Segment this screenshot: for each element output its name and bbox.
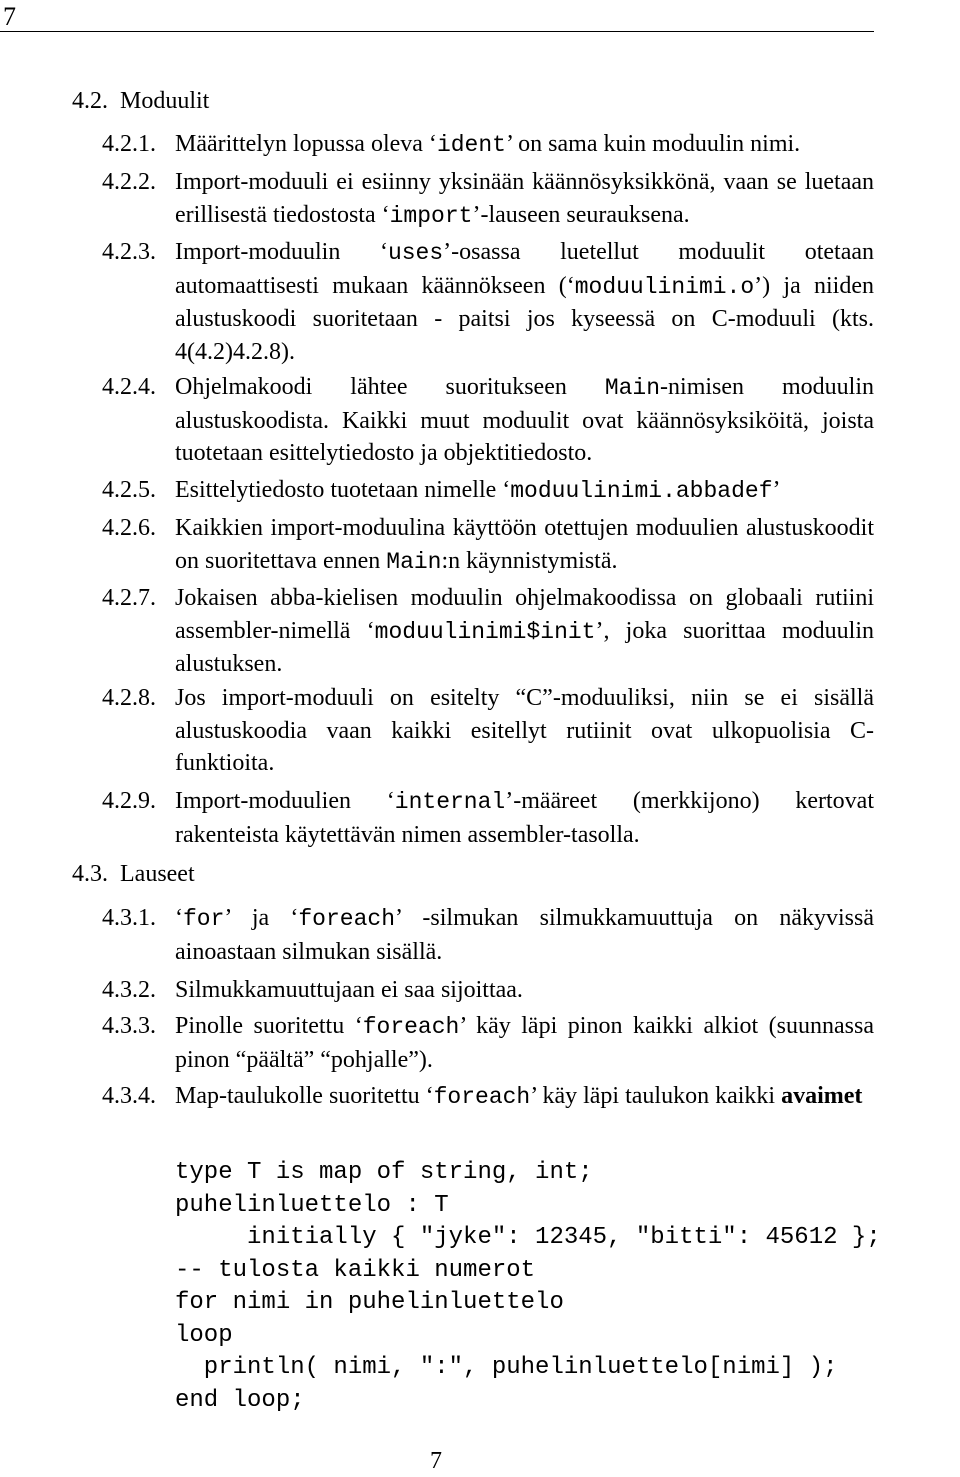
- item-text: ’-määreet (merkkijono) kertovat rakenteista käytettävän nimen assembler-tasolla.: [175, 788, 875, 848]
- list-item: [102, 512, 874, 578]
- item-bold-text: avaimet: [781, 1083, 863, 1109]
- code-line: puhelinluettelo : T: [175, 1191, 449, 1219]
- item-number: 4.2.5.: [102, 477, 156, 503]
- item-text: Import-moduulien ‘: [175, 788, 395, 814]
- list-item: [102, 682, 874, 780]
- list-item: [102, 474, 874, 508]
- item-code: moduulinimi.abbadef: [510, 478, 773, 504]
- footer-page-number: 7: [430, 1448, 442, 1474]
- header-page-number: 7: [3, 2, 16, 31]
- item-code: Main: [604, 375, 661, 401]
- item-text: Esittelytiedosto tuotetaan nimelle ‘: [175, 477, 511, 503]
- item-text: Pinolle suoritettu ‘: [175, 1013, 363, 1039]
- item-code: foreach: [433, 1084, 531, 1110]
- list-item: [102, 371, 874, 470]
- item-text: ’ käy läpi taulukon kaikki: [530, 1083, 782, 1109]
- list-item: [102, 974, 874, 1007]
- item-text: Ohjelmakoodi lähtee suoritukseen: [175, 374, 605, 400]
- item-text: ’ on sama kuin moduulin nimi.: [505, 131, 801, 157]
- item-number: 4.2.9.: [102, 788, 156, 814]
- item-code: ident: [436, 132, 506, 158]
- item-number: 4.3.4.: [102, 1083, 156, 1109]
- code-line: for nimi in puhelinluettelo: [175, 1289, 564, 1316]
- code-line: -- tulosta kaikki numerot: [175, 1256, 536, 1284]
- list-item: [102, 785, 874, 851]
- item-text: ’ ja ‘: [224, 905, 299, 931]
- section-heading-moduulit: [72, 88, 209, 115]
- header-rule: [0, 31, 874, 32]
- item-number: 4.2.3.: [102, 239, 156, 265]
- item-text: Jos import-moduuli on esitelty “C”-moduuliksi, niin se ei sisällä alustuskoodia vaan kaikki esitellyt rutiinit ovat ulkopuolisia C-funktioita.: [175, 685, 874, 776]
- code-line: loop: [175, 1321, 233, 1349]
- list-item: [102, 902, 874, 968]
- list-item: [102, 582, 874, 681]
- item-code: for: [183, 906, 225, 932]
- item-code: moduulinimi$init: [374, 618, 596, 645]
- item-text: :n käynnistymistä.: [441, 547, 618, 574]
- code-line: println( nimi, ":", puhelinluettelo[nimi] );: [175, 1354, 838, 1381]
- item-text: ’) ja niiden alustuskoodi suoritetaan - paitsi jos kyseessä on C-moduuli (kts. 4(4.2)4.2.8).: [175, 272, 875, 365]
- section-number: 4.3.: [72, 861, 108, 887]
- item-text: ’, joka suorittaa moduulin alustuksen.: [175, 617, 874, 677]
- item-code: uses: [387, 240, 444, 266]
- list-item: [102, 1010, 874, 1076]
- item-text: Import-moduuli ei esiinny yksinään käännösyksikkönä, vaan se luetaan erillisestä tiedostosta ‘: [175, 169, 874, 228]
- section-title: Lauseet: [120, 861, 195, 887]
- item-number: 4.2.2.: [102, 169, 156, 195]
- item-number: 4.3.2.: [102, 977, 156, 1003]
- item-text: Import-moduulin ‘: [175, 239, 388, 265]
- section-heading-lauseet: [72, 861, 195, 888]
- code-listing: [175, 1157, 881, 1417]
- item-text: Määrittelyn lopussa oleva ‘: [175, 131, 437, 157]
- section-number: 4.2.: [72, 88, 108, 114]
- item-text: ’ käy läpi pinon kaikki alkiot (suunnassa pinon “päältä” “pohjalle”).: [175, 1013, 874, 1073]
- item-text: ’-osassa luetellut moduulit otetaan automaattisesti mukaan käännökseen (‘: [175, 239, 874, 299]
- item-number: 4.2.6.: [102, 515, 156, 541]
- list-item: [102, 128, 874, 162]
- item-code: foreach: [362, 1014, 460, 1040]
- item-text: ’: [772, 477, 781, 503]
- code-line: end loop;: [175, 1386, 305, 1414]
- item-number: 4.2.8.: [102, 685, 156, 711]
- item-number: 4.2.1.: [102, 131, 156, 157]
- item-text: ’-lauseen seurauksena.: [472, 201, 690, 228]
- item-text: ‘: [175, 905, 183, 931]
- item-code: foreach: [298, 906, 395, 932]
- item-number: 4.2.4.: [102, 374, 156, 400]
- item-number: 4.3.3.: [102, 1013, 156, 1039]
- item-text: Silmukkamuuttujaan ei saa sijoittaa.: [175, 977, 523, 1003]
- section-title: Moduulit: [120, 88, 210, 114]
- list-item: [102, 236, 874, 368]
- item-text: Map-taulukolle suoritettu ‘: [175, 1083, 434, 1109]
- item-code: Main: [386, 548, 442, 575]
- item-text: ’ -silmukan silmukkamuuttuja on näkyvissä ainoastaan silmukan sisällä.: [175, 905, 875, 965]
- item-code: moduulinimi.o: [574, 273, 755, 300]
- item-code: internal: [394, 789, 506, 815]
- item-text: Jokaisen abba-kielisen moduulin ohjelmakoodissa on globaali rutiini assembler-nimellä ‘: [175, 585, 874, 644]
- item-text: -nimisen moduulin alustuskoodista. Kaikki muut moduulit ovat käännösyksiköitä, joista tuotetaan esittelytiedosto ja objektitiedosto.: [175, 374, 874, 466]
- item-code: import: [389, 202, 473, 229]
- code-line: type T is map of string, int;: [175, 1159, 593, 1186]
- item-number: 4.2.7.: [102, 585, 156, 611]
- item-text: Kaikkien import-moduulina käyttöön otettujen moduulien alustuskoodit on suoritettava ennen: [175, 515, 874, 574]
- item-number: 4.3.1.: [102, 905, 156, 931]
- list-item: [102, 166, 874, 232]
- code-line: initially { "jyke": 12345, "bitti": 45612 };: [175, 1224, 881, 1251]
- list-item: [102, 1080, 874, 1114]
